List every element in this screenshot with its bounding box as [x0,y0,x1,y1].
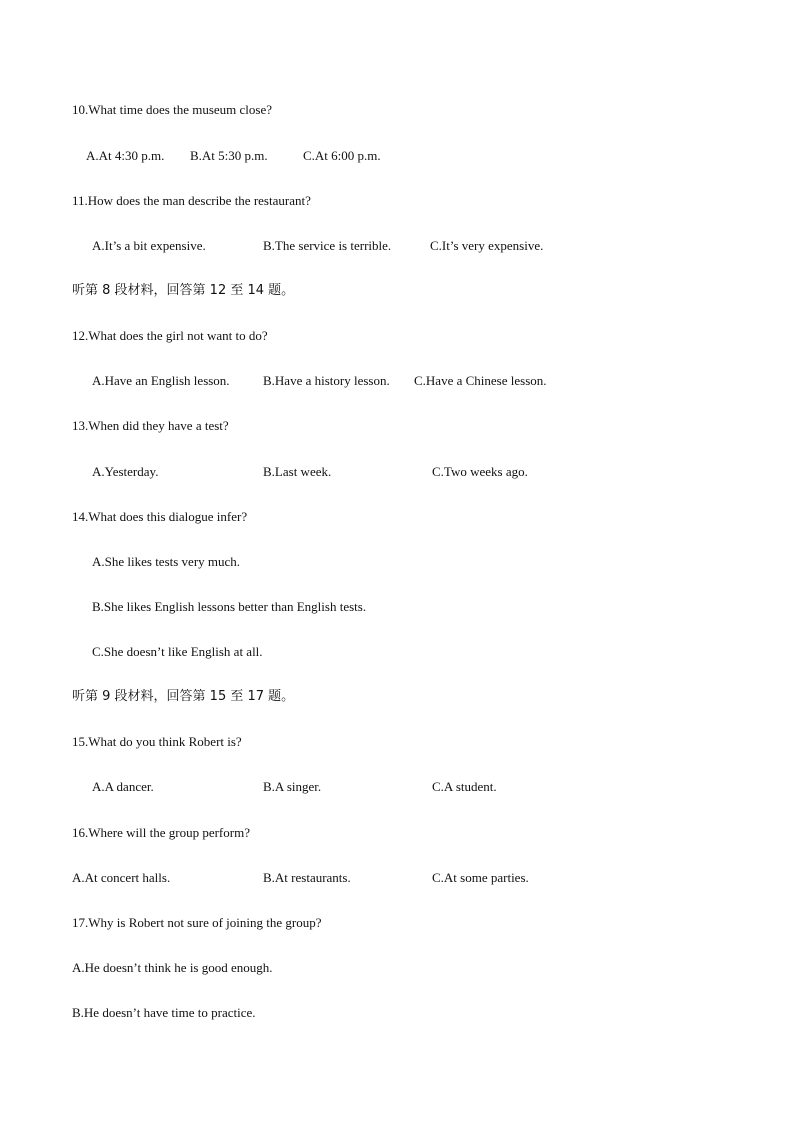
option-14-b: B.She likes English lessons better than English tests. [92,599,367,614]
question-13: 13.When did they have a test? [72,418,229,433]
option-12-b: B.Have a history lesson. [263,373,390,388]
question-16: 16.Where will the group perform? [72,825,250,840]
section-header-8: 听第 8 段材料，回答第 12 至 14 题。 [72,283,295,298]
question-10: 10.What time does the museum close? [72,102,273,117]
option-14-a: A.She likes tests very much. [92,554,241,569]
option-10-b: B.At 5:30 p.m. [190,148,268,163]
option-11-c: C.It’s very expensive. [430,238,544,253]
question-12: 12.What does the girl not want to do? [72,328,268,343]
option-16-a: A.At concert halls. [72,870,171,885]
question-15: 15.What do you think Robert is? [72,734,242,749]
question-11: 11.How does the man describe the restaurant? [72,193,311,208]
section-header-9: 听第 9 段材料，回答第 15 至 17 题。 [72,689,295,704]
question-17: 17.Why is Robert not sure of joining the group? [72,915,322,930]
option-15-a: A.A dancer. [92,779,154,794]
option-17-b: B.He doesn’t have time to practice. [72,1005,256,1020]
option-13-b: B.Last week. [263,464,332,479]
question-14: 14.What does this dialogue infer? [72,509,248,524]
option-16-b: B.At restaurants. [263,870,351,885]
option-17-a: A.He doesn’t think he is good enough. [72,960,273,975]
option-10-c: C.At 6:00 p.m. [303,148,381,163]
option-15-b: B.A singer. [263,779,322,794]
option-12-c: C.Have a Chinese lesson. [414,373,547,388]
option-13-c: C.Two weeks ago. [432,464,528,479]
option-11-b: B.The service is terrible. [263,238,392,253]
option-10-a: A.At 4:30 p.m. [86,148,165,163]
option-12-a: A.Have an English lesson. [92,373,230,388]
option-13-a: A.Yesterday. [92,464,159,479]
option-15-c: C.A student. [432,779,497,794]
option-16-c: C.At some parties. [432,870,529,885]
option-11-a: A.It’s a bit expensive. [92,238,206,253]
option-14-c: C.She doesn’t like English at all. [92,644,263,659]
